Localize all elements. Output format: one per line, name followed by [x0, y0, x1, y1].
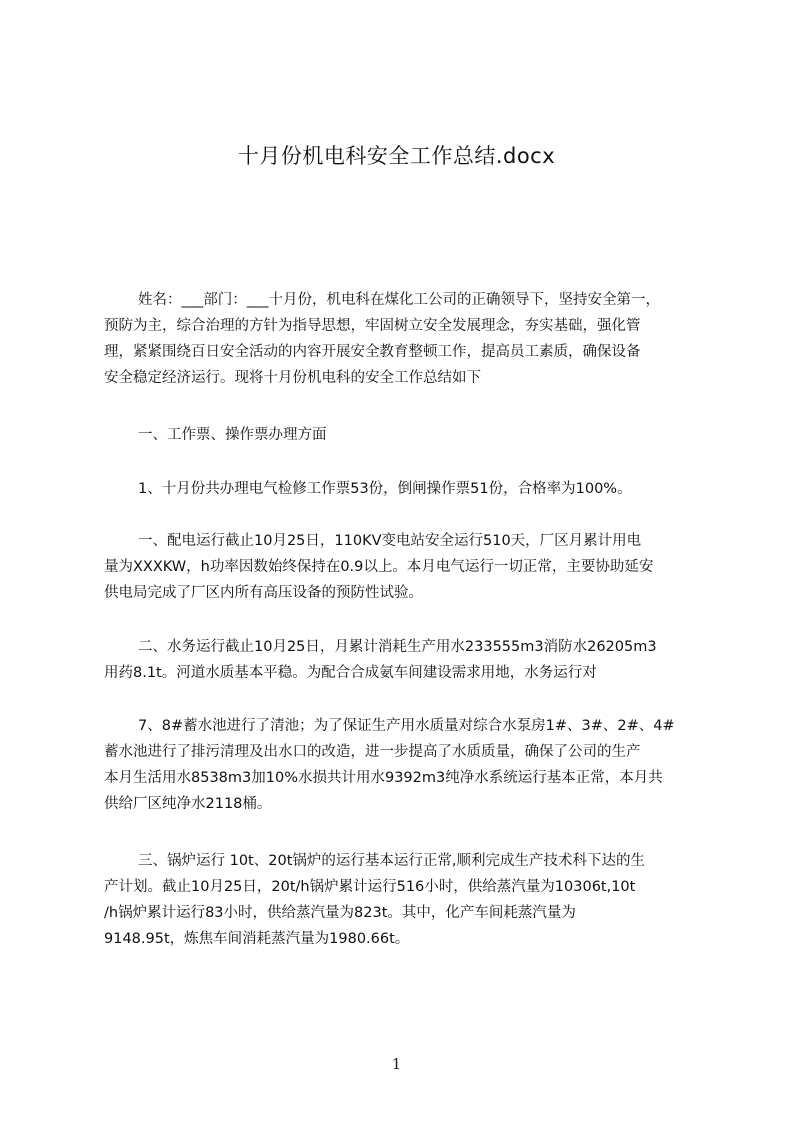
paragraph-reservoir	[104, 713, 698, 817]
text-line: 一、工作票、操作票办理方面	[138, 427, 327, 443]
text-line: 量为XXXKW，h功率因数始终保持在0.9以上。本月电气运行一切正常，主要协助延安	[104, 559, 654, 575]
page-number: 1	[391, 1055, 402, 1073]
text-line: 蓄水池进行了排污清理及出水口的改造，进一步提高了水质质量，确保了公司的生产	[104, 744, 641, 760]
text-line: 产计划。截止10月25日，20t/h锅炉累计运行516小时，供给蒸汽量为10306t,10t	[104, 879, 636, 895]
text-line: 7、8#蓄水池进行了清池；为了保证生产用水质量对综合水泵房1#、3#、2#、4#	[138, 718, 675, 734]
paragraph-power-distribution	[104, 528, 698, 606]
text-line: 本月生活用水8538m3加10%水损共计用水9392m3纯净水系统运行基本正常，本月共	[104, 770, 663, 786]
text-line: 安全稳定经济运行。现将十月份机电科的安全工作总结如下	[104, 370, 481, 386]
text-line: 供电局完成了厂区内所有高压设备的预防性试验。	[104, 585, 423, 601]
text-line: 供给厂区纯净水2118桶。	[104, 796, 272, 812]
paragraph-water-affairs	[104, 634, 698, 686]
text-line: 二、水务运行截止10月25日，月累计消耗生产用水233555m3消防水26205m3	[138, 639, 657, 655]
text-line: 1、十月份共办理电气检修工作票53份，倒闸操作票51份，合格率为100%。	[138, 481, 632, 497]
paragraph-work-tickets	[104, 476, 698, 502]
text-line: 三、锅炉运行 10t、20t锅炉的运行基本运行正常,顺利完成生产技术科下达的生	[138, 853, 645, 869]
text-line: 一、配电运行截止10月25日，110KV变电站安全运行510天，厂区月累计用电	[138, 533, 642, 549]
text-line: 预防为主，综合治理的方针为指导思想，牢固树立安全发展理念，夯实基础，强化管	[104, 318, 641, 334]
text-line: 9148.95t，炼焦车间消耗蒸汽量为1980.66t。	[104, 931, 410, 947]
text-line: 姓名：___部门：___十月份，机电科在煤化工公司的正确领导下，坚持安全第一，	[138, 292, 660, 308]
section-heading-work-tickets	[104, 422, 698, 448]
text-line: 理，紧紧围绕百日安全活动的内容开展安全教育整顿工作，提高员工素质，确保设备	[104, 344, 641, 360]
paragraph-intro	[104, 287, 698, 391]
document-title: 十月份机电科安全工作总结.docx	[237, 144, 556, 168]
text-line: /h锅炉累计运行83小时，供给蒸汽量为823t。其中，化产车间耗蒸汽量为	[104, 905, 576, 921]
paragraph-boiler	[104, 848, 698, 952]
text-line: 用药8.1t。河道水质基本平稳。为配合合成氨车间建设需求用地，水务运行对	[104, 665, 597, 681]
